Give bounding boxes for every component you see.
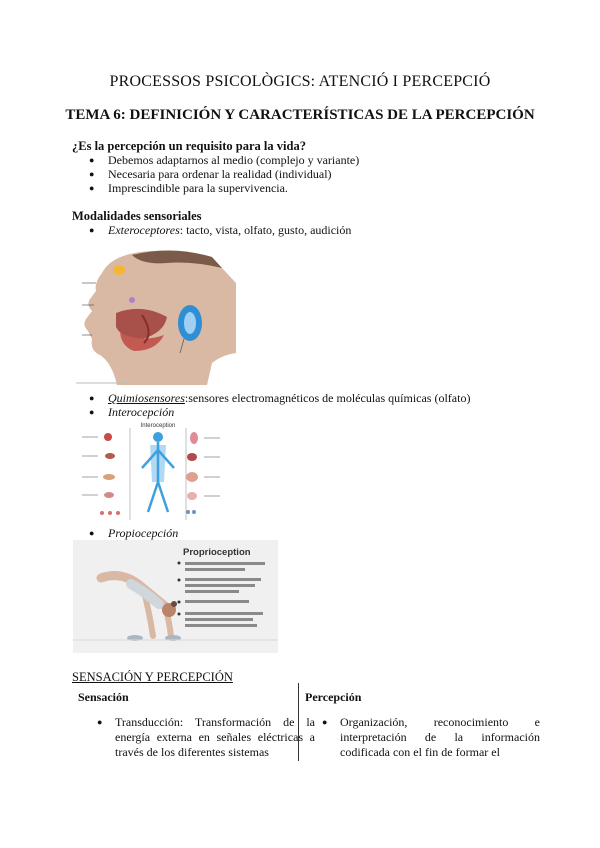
question-heading: ¿Es la percepción un requisito para la vida? [72,139,306,153]
modalities-heading: Modalidades sensoriales [72,209,202,223]
exteroceptores-term: Exteroceptores [108,223,180,237]
list-item: ● Necesaria para ordenar la realidad (individual) [72,167,359,181]
interocepcion-term: Interocepción [108,405,175,419]
percepcion-cell: ● Organización, reconocimiento e interpretación de la información codificada con el fin de formar el [322,715,540,760]
list-item-quimiosensores [72,391,470,405]
section-heading-sensacion-percepcion: SENSACIÓN Y PERCEPCIÓN [72,670,233,684]
column-header-sensacion: Sensación [78,690,129,704]
interoception-figure-title: Interoception [140,423,176,429]
proprioception-figure [73,540,278,653]
perception-reasons-list [72,153,359,195]
modalities-list-3 [72,526,178,540]
page-title: PROCESSOS PSICOLÒGICS: ATENCIÓ I PERCEPCIÓ [109,73,491,90]
interoception-figure [80,420,236,520]
proprioception-figure-title: Proprioception [183,547,251,558]
modalities-list-2 [72,391,470,419]
modalities-list-1 [72,223,351,237]
head-anatomy-figure [72,243,236,385]
list-item: ● Imprescindible para la supervivencia. [72,181,359,195]
exteroceptores-text: : tacto, vista, olfato, gusto, audición [179,223,352,237]
page-subtitle: TEMA 6: DEFINICIÓN Y CARACTERÍSTICAS DE LA PERCEPCIÓN [65,107,535,123]
quimiosensores-text: :sensores electromagnéticos de moléculas químicas (olfato) [184,391,471,405]
quimiosensores-term: Quimiosensores [108,391,185,405]
list-item-interocepcion [72,405,470,419]
list-item-propiocepcion [72,526,178,540]
propiocepcion-term: Propiocepción [108,526,179,540]
sensacion-cell: ● Transducción: Transformación de la energía externa en señales eléctricas a través de los diferentes sistemas [97,715,315,760]
list-item-exteroceptores [72,223,351,237]
list-item: ● Debemos adaptarnos al medio (complejo y variante) [72,153,359,167]
column-header-percepcion: Percepción [305,690,362,704]
